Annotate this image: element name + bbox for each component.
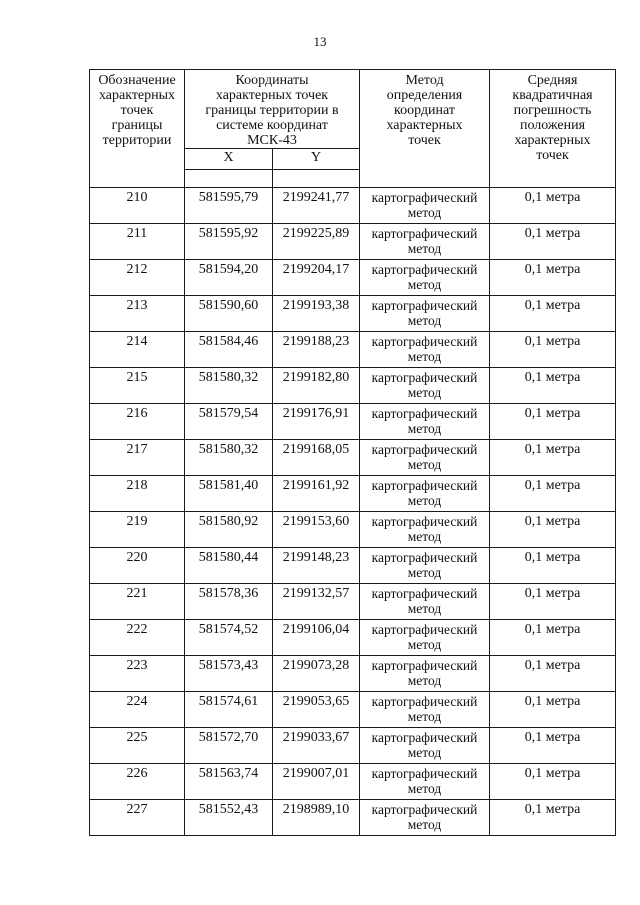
method-line-1: картографический [371, 622, 478, 637]
table-row [90, 800, 616, 836]
page-number: 13 [313, 34, 327, 49]
y-coordinate-cell: 2199073,28 [273, 656, 360, 692]
method-line-2: метод [407, 601, 442, 616]
error-cell: 0,1 метра [490, 620, 616, 656]
point-id-cell: 211 [90, 224, 185, 260]
method-line-2: метод [407, 817, 442, 832]
table-row [90, 260, 616, 296]
y-coordinate-cell: 2199132,57 [273, 584, 360, 620]
x-coordinate-cell: 581594,20 [185, 260, 273, 296]
point-id-cell: 222 [90, 620, 185, 656]
x-coordinate-cell: 581581,40 [185, 476, 273, 512]
x-coordinate-cell: 581580,44 [185, 548, 273, 584]
method-line-2: метод [407, 529, 442, 544]
point-id-cell: 224 [90, 692, 185, 728]
header-y-spacer [273, 170, 360, 188]
method-cell [360, 224, 490, 260]
method-line-1: картографический [371, 226, 478, 241]
y-coordinate-cell: 2198989,10 [273, 800, 360, 836]
method-line-1: картографический [371, 586, 478, 601]
method-line-1: картографический [371, 406, 478, 421]
point-id-cell: 217 [90, 440, 185, 476]
y-coordinate-cell: 2199153,60 [273, 512, 360, 548]
method-cell [360, 656, 490, 692]
error-cell: 0,1 метра [490, 692, 616, 728]
table-row [90, 656, 616, 692]
y-coordinate-cell: 2199204,17 [273, 260, 360, 296]
method-line-1: картографический [371, 658, 478, 673]
error-cell: 0,1 метра [490, 512, 616, 548]
method-line-2: метод [407, 781, 442, 796]
boundary-points-table [89, 69, 616, 836]
method-line-1: картографический [371, 370, 478, 385]
x-coordinate-cell: 581552,43 [185, 800, 273, 836]
x-coordinate-cell: 581580,32 [185, 368, 273, 404]
table-row [90, 224, 616, 260]
table-header-row [90, 70, 616, 149]
y-coordinate-cell: 2199106,04 [273, 620, 360, 656]
error-cell: 0,1 метра [490, 404, 616, 440]
y-coordinate-cell: 2199225,89 [273, 224, 360, 260]
error-cell: 0,1 метра [490, 476, 616, 512]
method-cell [360, 404, 490, 440]
method-line-2: метод [407, 385, 442, 400]
table-row [90, 764, 616, 800]
y-coordinate-cell: 2199193,38 [273, 296, 360, 332]
method-cell [360, 476, 490, 512]
error-cell: 0,1 метра [490, 368, 616, 404]
method-line-2: метод [407, 709, 442, 724]
method-line-1: картографический [371, 478, 478, 493]
method-line-2: метод [407, 565, 442, 580]
y-coordinate-cell: 2199053,65 [273, 692, 360, 728]
error-cell: 0,1 метра [490, 656, 616, 692]
point-id-cell: 223 [90, 656, 185, 692]
method-line-1: картографический [371, 334, 478, 349]
table-body [90, 188, 616, 836]
x-coordinate-cell: 581584,46 [185, 332, 273, 368]
y-coordinate-cell: 2199188,23 [273, 332, 360, 368]
error-cell: 0,1 метра [490, 224, 616, 260]
table-row [90, 548, 616, 584]
table-row [90, 332, 616, 368]
point-id-cell: 220 [90, 548, 185, 584]
method-cell [360, 368, 490, 404]
x-coordinate-cell: 581574,52 [185, 620, 273, 656]
method-line-2: метод [407, 745, 442, 760]
error-cell: 0,1 метра [490, 764, 616, 800]
method-cell [360, 584, 490, 620]
method-line-2: метод [407, 637, 442, 652]
y-coordinate-cell: 2199176,91 [273, 404, 360, 440]
table-row [90, 440, 616, 476]
table-row [90, 692, 616, 728]
table-row [90, 188, 616, 224]
method-line-2: метод [407, 673, 442, 688]
x-coordinate-cell: 581563,74 [185, 764, 273, 800]
point-id-cell: 215 [90, 368, 185, 404]
table-row [90, 584, 616, 620]
point-id-cell: 218 [90, 476, 185, 512]
x-coordinate-cell: 581573,43 [185, 656, 273, 692]
header-mean-square-error: Средняя квадратичная погрешность положения характерных точек [490, 70, 616, 188]
method-line-2: метод [407, 349, 442, 364]
method-cell [360, 332, 490, 368]
point-id-cell: 227 [90, 800, 185, 836]
method-cell [360, 692, 490, 728]
method-cell [360, 800, 490, 836]
point-id-cell: 219 [90, 512, 185, 548]
error-cell: 0,1 метра [490, 332, 616, 368]
error-cell: 0,1 метра [490, 584, 616, 620]
y-coordinate-cell: 2199168,05 [273, 440, 360, 476]
x-coordinate-cell: 581580,92 [185, 512, 273, 548]
method-cell [360, 548, 490, 584]
error-cell: 0,1 метра [490, 440, 616, 476]
method-line-1: картографический [371, 514, 478, 529]
method-line-2: метод [407, 241, 442, 256]
method-line-2: метод [407, 457, 442, 472]
method-line-1: картографический [371, 442, 478, 457]
method-line-1: картографический [371, 730, 478, 745]
point-id-cell: 210 [90, 188, 185, 224]
error-cell: 0,1 метра [490, 296, 616, 332]
method-line-2: метод [407, 421, 442, 436]
method-cell [360, 260, 490, 296]
method-line-1: картографический [371, 766, 478, 781]
header-x-spacer [185, 170, 273, 188]
header-x: X [185, 149, 273, 170]
table-row [90, 404, 616, 440]
point-id-cell: 212 [90, 260, 185, 296]
method-line-1: картографический [371, 262, 478, 277]
error-cell: 0,1 метра [490, 728, 616, 764]
method-cell [360, 440, 490, 476]
method-cell [360, 620, 490, 656]
x-coordinate-cell: 581595,79 [185, 188, 273, 224]
y-coordinate-cell: 2199182,80 [273, 368, 360, 404]
method-cell [360, 764, 490, 800]
error-cell: 0,1 метра [490, 188, 616, 224]
method-line-2: метод [407, 205, 442, 220]
method-cell [360, 296, 490, 332]
header-y: Y [273, 149, 360, 170]
table-row [90, 476, 616, 512]
x-coordinate-cell: 581595,92 [185, 224, 273, 260]
header-method: Метод определения координат характерных точек [360, 70, 490, 188]
x-coordinate-cell: 581574,61 [185, 692, 273, 728]
x-coordinate-cell: 581579,54 [185, 404, 273, 440]
point-id-cell: 214 [90, 332, 185, 368]
x-coordinate-cell: 581590,60 [185, 296, 273, 332]
method-line-1: картографический [371, 694, 478, 709]
y-coordinate-cell: 2199033,67 [273, 728, 360, 764]
table-row [90, 620, 616, 656]
method-line-1: картографический [371, 298, 478, 313]
point-id-cell: 213 [90, 296, 185, 332]
error-cell: 0,1 метра [490, 260, 616, 296]
method-line-2: метод [407, 277, 442, 292]
method-line-2: метод [407, 493, 442, 508]
point-id-cell: 225 [90, 728, 185, 764]
table-row [90, 728, 616, 764]
point-id-cell: 226 [90, 764, 185, 800]
table-row [90, 512, 616, 548]
y-coordinate-cell: 2199161,92 [273, 476, 360, 512]
method-line-1: картографический [371, 190, 478, 205]
method-line-1: картографический [371, 802, 478, 817]
error-cell: 0,1 метра [490, 548, 616, 584]
point-id-cell: 221 [90, 584, 185, 620]
header-coordinates: Координаты характерных точек границы территории в системе координат МСК-43 [185, 70, 360, 149]
y-coordinate-cell: 2199241,77 [273, 188, 360, 224]
error-cell: 0,1 метра [490, 800, 616, 836]
x-coordinate-cell: 581572,70 [185, 728, 273, 764]
method-line-2: метод [407, 313, 442, 328]
method-cell [360, 188, 490, 224]
y-coordinate-cell: 2199007,01 [273, 764, 360, 800]
table-row [90, 368, 616, 404]
point-id-cell: 216 [90, 404, 185, 440]
x-coordinate-cell: 581580,32 [185, 440, 273, 476]
x-coordinate-cell: 581578,36 [185, 584, 273, 620]
method-cell [360, 512, 490, 548]
header-point-designation: Обозначение характерных точек границы территории [90, 70, 185, 188]
method-line-1: картографический [371, 550, 478, 565]
y-coordinate-cell: 2199148,23 [273, 548, 360, 584]
method-cell [360, 728, 490, 764]
table-row [90, 296, 616, 332]
